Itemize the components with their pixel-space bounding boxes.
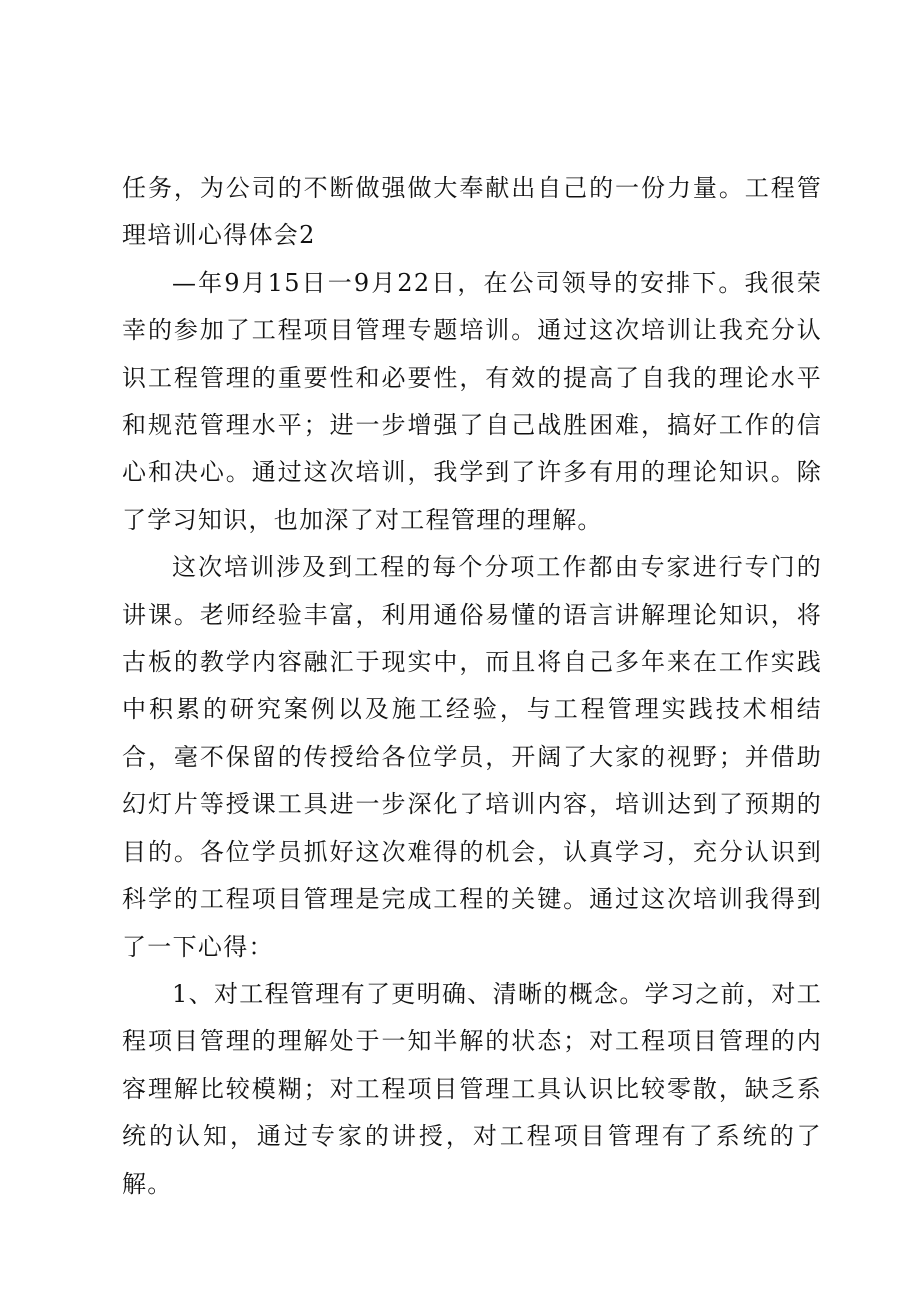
paragraph-training-intro: —年9月15日一9月22日，在公司领导的安排下。我很荣幸的参加了工程项目管理专题培训。通过这次培训让我充分认识工程管理的重要性和必要性，有效的提高了自我的理论水平和规范管理水平；进一步增强了自己战胜困难，搞好工作的信心和决心。通过这次培训，我学到了许多有用的理论知识。除了学习知识，也加深了对工程管理的理解。: [122, 268, 822, 534]
paragraph-training-content: 这次培训涉及到工程的每个分项工作都由专家进行专门的讲课。老师经验丰富，利用通俗易懂的语言讲解理论知识，将古板的教学内容融汇于现实中，而且将自己多年来在工作实践中积累的研究案例以及施工经验，与工程管理实践技术相结合，毫不保留的传授给各位学员，开阔了大家的视野；并借助幻灯片等授课工具进一步深化了培训内容，培训达到了预期的目的。各位学员抓好这次难得的机会，认真学习，充分认识到科学的工程项目管理是完成工程的关键。通过这次培训我得到了一下心得：: [122, 553, 822, 961]
document-body: [122, 165, 822, 1208]
paragraph-insight-1: 1、对工程管理有了更明确、清晰的概念。学习之前，对工程项目管理的理解处于一知半解的状态；对工程项目管理的内容理解比较模糊；对工程项目管理工具认识比较零散，缺乏系统的认知，通过专家的讲授，对工程项目管理有了系统的了解。: [122, 979, 822, 1198]
paragraph-continuation: 任务，为公司的不断做强做大奉献出自己的一份力量。工程管理培训心得体会2: [122, 174, 822, 250]
